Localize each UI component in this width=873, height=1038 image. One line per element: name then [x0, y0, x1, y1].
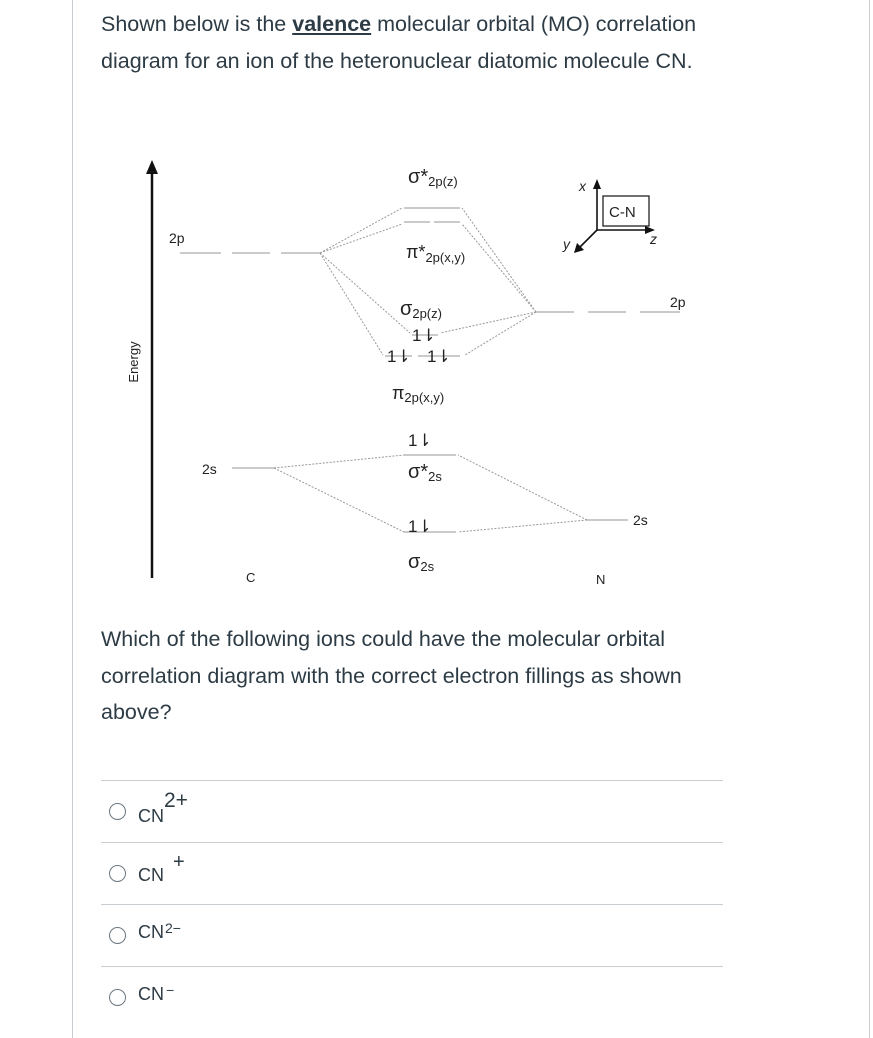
radio-button[interactable]: [109, 865, 126, 882]
electron-pair-sigma-2s: 1⇂: [408, 517, 432, 536]
bond-label: C-N: [609, 204, 636, 221]
atom-label-c: C: [246, 570, 256, 585]
mo-label-pi-star-2p: $\pi*_{2p(x,y)}$: [406, 242, 466, 265]
energy-axis: [146, 160, 158, 578]
c-2s-label: 2s: [202, 461, 217, 477]
c-2p-label: 2p: [169, 230, 185, 246]
electron-pair-sigma-star-2s: 1⇂: [408, 431, 432, 450]
mo-label-sigma-star-2s: σ*2s: [408, 461, 442, 484]
answer-label: CN: [138, 922, 164, 942]
intro-emphasis: valence: [292, 12, 372, 36]
answer-charge: 2+: [164, 789, 188, 812]
intro-text: [101, 6, 741, 79]
intro-after: molecular orbital (MO) correlation diagram for an ion of the heteronuclear diatomic molecule CN.: [101, 12, 697, 73]
answer-charge: +: [173, 851, 185, 873]
answer-option[interactable]: [101, 966, 723, 1028]
mo-label-pi-2p: π2p(x,y): [392, 383, 445, 405]
intro-before: Shown below is the: [101, 12, 293, 36]
electron-pair-sigma-2p: 1⇂: [412, 326, 436, 345]
mo-label-sigma-2p: σ2p(z): [400, 298, 442, 321]
energy-label: Energy: [126, 341, 141, 383]
answer-charge: 2−: [165, 920, 181, 936]
electron-pair-pi-2p-a: 1⇂: [387, 347, 411, 366]
n-2s-label: 2s: [633, 512, 648, 528]
answer-charge: −: [166, 982, 175, 998]
answer-list: [101, 780, 723, 1028]
electron-pairs: [387, 326, 451, 536]
electron-pair-pi-2p-b: 1⇂: [427, 347, 451, 366]
n-2p-label: 2p: [670, 294, 686, 310]
question-text: Which of the following ions could have the molecular orbital correlation diagram with the correct electron fillings as shown above?: [101, 627, 682, 724]
answer-option[interactable]: [101, 780, 723, 842]
mo-label-sigma-star-2p: σ*2p(z): [408, 166, 458, 189]
axis-label-z: z: [650, 231, 657, 247]
radio-button[interactable]: [109, 927, 126, 944]
answer-label: CN: [138, 865, 164, 885]
atom-label-n: N: [596, 572, 606, 587]
radio-button[interactable]: [109, 803, 126, 820]
mo-label-sigma-2s: σ2s: [408, 551, 435, 574]
answer-option[interactable]: [101, 842, 723, 904]
axis-label-x: x: [579, 178, 586, 194]
mo-correlation-diagram: [100, 150, 740, 600]
answer-label: CN: [138, 984, 164, 1004]
answer-option[interactable]: [101, 904, 723, 966]
answer-label: CN: [138, 806, 164, 826]
radio-button[interactable]: [109, 989, 126, 1006]
axis-label-y: y: [563, 236, 570, 252]
